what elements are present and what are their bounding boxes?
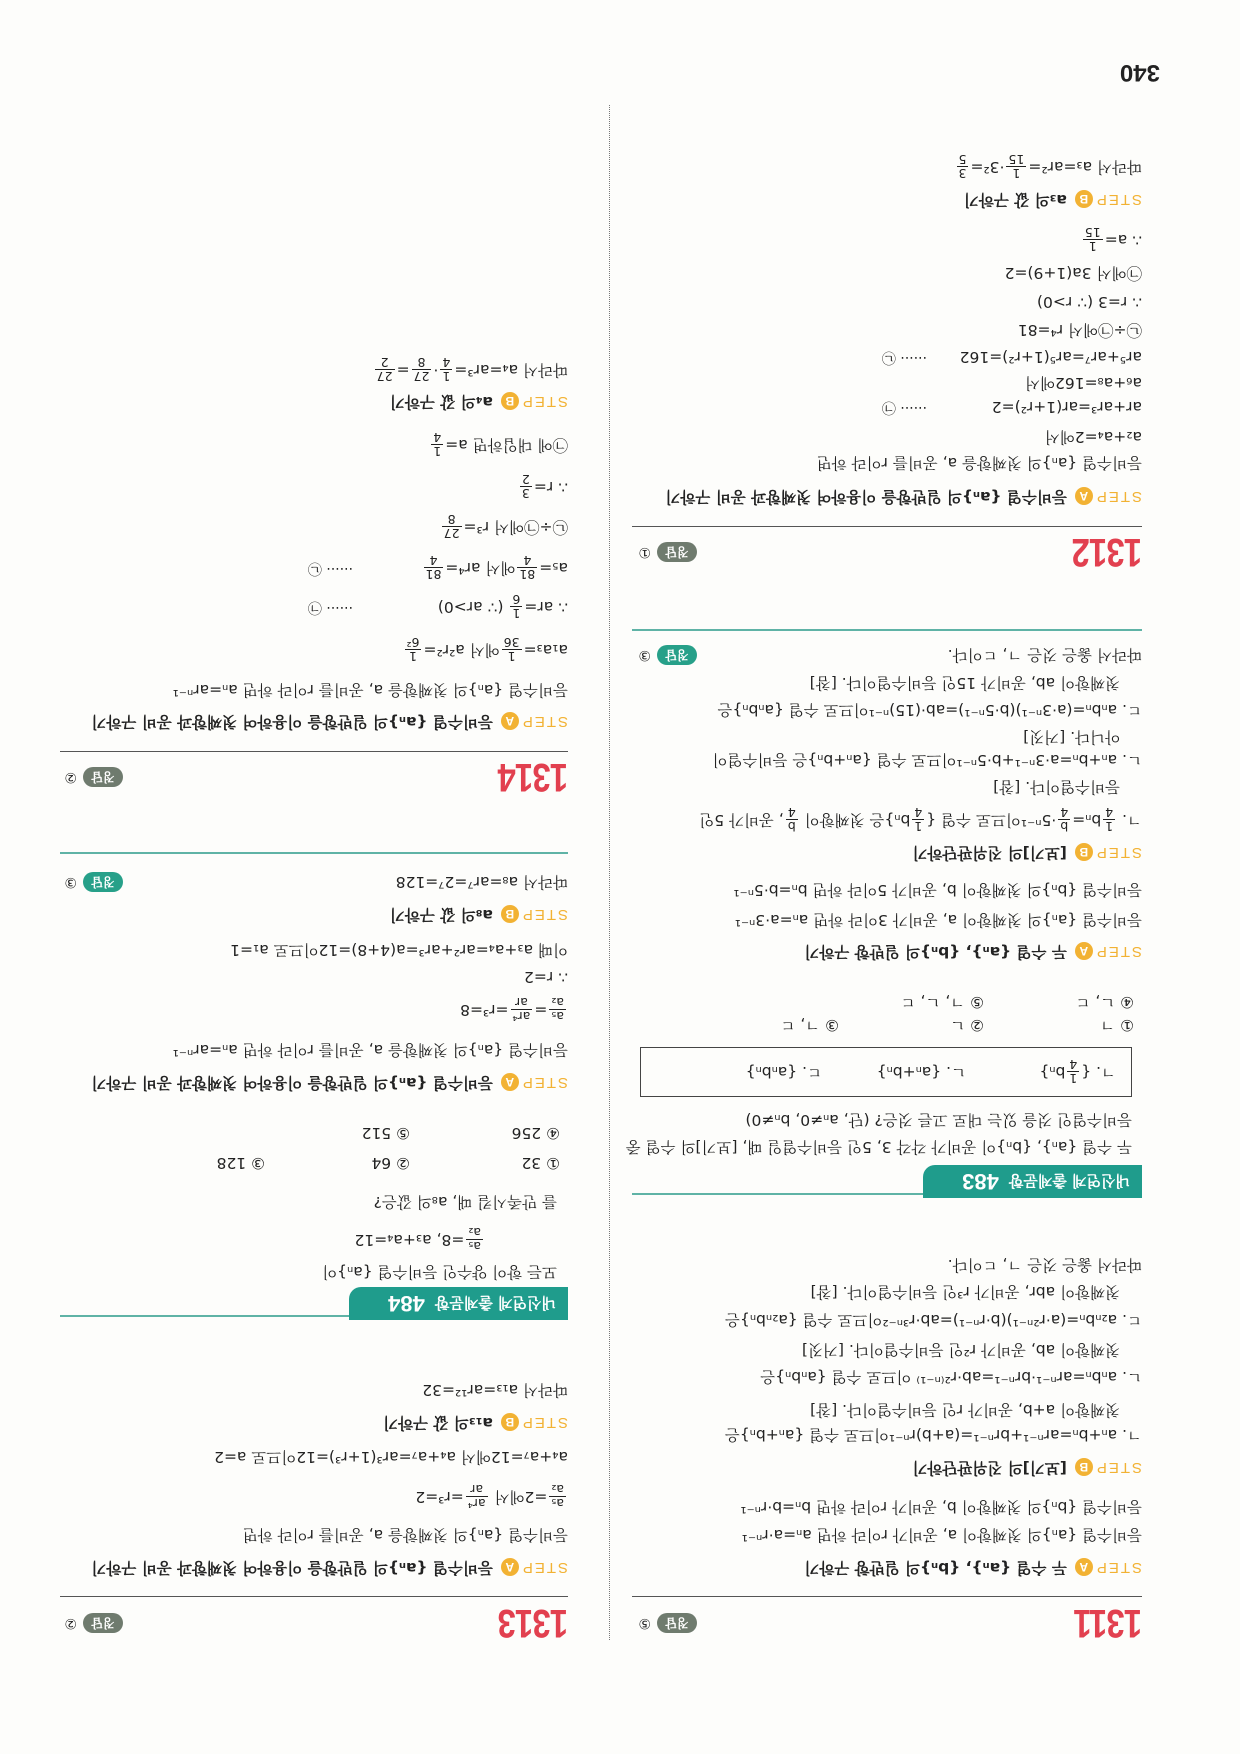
solution-line bbox=[632, 393, 1142, 421]
fraction bbox=[412, 356, 432, 383]
answer-value: ② bbox=[64, 769, 77, 785]
text: 따라서 a₈=ar⁷=2⁷=128 bbox=[395, 873, 568, 891]
answer-value: ⑤ bbox=[638, 1615, 651, 1631]
text: ㄱ. { bbox=[1081, 1063, 1116, 1081]
step-label: STEP bbox=[520, 713, 568, 730]
denominator: 5 bbox=[958, 152, 967, 167]
fraction bbox=[517, 554, 537, 581]
problem-number: 1314 bbox=[498, 755, 568, 799]
denominator: 2 bbox=[521, 472, 530, 487]
numerator: ar⁴ bbox=[467, 1496, 486, 1511]
equation-tag: ······ ㉠ bbox=[307, 599, 353, 615]
denominator: 4 bbox=[433, 430, 442, 445]
step-label: STEP bbox=[520, 1414, 568, 1431]
banner-line bbox=[632, 1193, 923, 1195]
text: ㄴ. aₙ+bₙ=a·3ⁿ⁻¹+b·5ⁿ⁻¹이므로 수열 {aₙ+bₙ}은 등비수열이 bbox=[712, 751, 1142, 769]
text: =8, a₃+a₄=12 bbox=[354, 1231, 465, 1249]
text: 이때 a₃+a₄=ar²+ar³=a(4+8)=12이므로 a₁=1 bbox=[230, 941, 568, 959]
question-line bbox=[745, 1106, 1132, 1134]
answer-badge bbox=[638, 542, 697, 562]
banner-number: 483 bbox=[962, 1169, 999, 1195]
solution-line bbox=[699, 806, 1142, 834]
denominator: 4 bbox=[1060, 805, 1069, 820]
page-number: 340 bbox=[1119, 59, 1160, 86]
numerator: 1 bbox=[1105, 819, 1114, 834]
answer-label: 정답 bbox=[83, 872, 123, 892]
step-letter: B bbox=[1075, 844, 1093, 862]
solution-line bbox=[1081, 226, 1142, 254]
step-letter: B bbox=[1075, 191, 1093, 209]
answer-option[interactable]: ③ 128 bbox=[216, 1154, 265, 1172]
text: 에서 ar⁴= bbox=[445, 559, 516, 577]
text: ㉠에 대입하면 a= bbox=[445, 436, 568, 454]
text: 모든 항이 양수인 등비수열 {aₙ}이 bbox=[322, 1263, 557, 1281]
text: a₄+a₇=12에서 a₄+a₇=ar³(1+r³)=12이므로 a=2 bbox=[214, 1448, 568, 1466]
text: 등비수열 {aₙ}의 첫째항이 a, 공비가 3이라 하면 aₙ=a·3ⁿ⁻¹ bbox=[734, 911, 1142, 929]
solution-line bbox=[440, 513, 568, 541]
text: 등비수열 {aₙ}의 첫째항을 a, 공비를 r이라 하면 bbox=[816, 454, 1142, 472]
answer-label: 정답 bbox=[657, 542, 697, 562]
banner-line bbox=[60, 1315, 349, 1317]
numerator: 1 bbox=[442, 369, 451, 384]
fraction bbox=[466, 1226, 483, 1253]
denominator: 36 bbox=[503, 635, 520, 650]
text: =r³=2 bbox=[415, 1488, 464, 1506]
step-heading bbox=[390, 388, 568, 416]
example-item bbox=[877, 1058, 966, 1086]
numerator: 1 bbox=[502, 649, 522, 663]
step-heading bbox=[804, 938, 1142, 966]
numerator: 1 bbox=[512, 606, 521, 621]
numerator: 1 bbox=[1006, 166, 1026, 180]
step-label: STEP bbox=[1094, 488, 1142, 505]
numerator: 3 bbox=[521, 486, 530, 501]
step-label: STEP bbox=[520, 906, 568, 923]
denominator: 8 bbox=[447, 512, 456, 527]
answer-badge bbox=[64, 872, 123, 892]
equation-tag: ······ ㉡ bbox=[307, 560, 353, 576]
text: =r³=8 bbox=[460, 1001, 509, 1019]
answer-badge bbox=[638, 645, 697, 665]
column-divider bbox=[609, 105, 610, 1640]
text: ∴ a= bbox=[1104, 231, 1142, 249]
solution-line bbox=[733, 876, 1142, 904]
text: ar⁵+ar⁷=ar⁵(1+r²)=162 bbox=[959, 348, 1142, 366]
solution-line bbox=[810, 669, 1120, 697]
solution-line bbox=[173, 676, 568, 704]
denominator: 4 bbox=[1105, 805, 1114, 820]
text: ㄷ. {aₙbₙ} bbox=[745, 1063, 822, 1081]
text: , 공비가 5인 bbox=[699, 811, 784, 829]
step-letter: A bbox=[1075, 943, 1093, 961]
answer-label: 정답 bbox=[83, 1613, 123, 1633]
step-letter: B bbox=[1075, 1459, 1093, 1477]
numerator: 81 bbox=[519, 567, 536, 582]
denominator: a₂ bbox=[551, 995, 564, 1010]
text: ㄷ. aₙbₙ=(a·3ⁿ⁻¹)(b·5ⁿ⁻¹)=ab·(15)ⁿ⁻¹이므로 수열 {aₙbₙ}은 bbox=[717, 701, 1142, 719]
denominator: 6 bbox=[512, 592, 521, 607]
numerator: 27 bbox=[376, 369, 393, 384]
right-column bbox=[60, 0, 568, 1754]
text: a₁a₃= bbox=[523, 641, 568, 659]
solution-line bbox=[1005, 259, 1142, 287]
solution-line bbox=[373, 356, 568, 384]
banner-label: 내신연계 출제문항 bbox=[434, 1294, 556, 1312]
fraction bbox=[511, 996, 533, 1023]
denominator: a₂ bbox=[551, 1482, 564, 1497]
solution-line bbox=[817, 449, 1142, 477]
solution-line bbox=[1018, 316, 1142, 344]
text: 등비수열 {bₙ}의 첫째항이 b, 공비가 5이라 하면 bₙ=b·5ⁿ⁻¹ bbox=[733, 881, 1142, 899]
step-letter: A bbox=[501, 1074, 519, 1092]
solution-line bbox=[735, 906, 1142, 934]
fraction bbox=[466, 1483, 488, 1510]
denominator: 15 bbox=[1008, 152, 1025, 167]
question-line bbox=[355, 1226, 486, 1254]
numerator: 1 bbox=[1069, 1071, 1078, 1086]
solution-line bbox=[1023, 723, 1120, 751]
fraction bbox=[1103, 806, 1115, 833]
step-label: STEP bbox=[520, 1074, 568, 1091]
solution-line bbox=[993, 773, 1120, 801]
solution-line bbox=[740, 1493, 1142, 1521]
numerator: 1 bbox=[1083, 239, 1103, 253]
solution-line bbox=[811, 1278, 1120, 1306]
fraction bbox=[424, 554, 444, 581]
text: =2에서 bbox=[489, 1488, 548, 1506]
step-heading bbox=[912, 1454, 1142, 1482]
solution-line bbox=[1037, 288, 1142, 316]
text: a₆+a₈=162에서 bbox=[1025, 374, 1142, 392]
text: ㄱ. aₙ+bₙ=arⁿ⁻¹+brⁿ⁻¹=(a+b)rⁿ⁻¹이므로 수열 {aₙ+bₙ}은 bbox=[724, 1426, 1142, 1444]
text: ㄷ. a₂ₙbₙ=(a·r²ⁿ⁻¹)(b·rⁿ⁻¹)=ab·r³ⁿ⁻²이므로 수열 {a₂ₙbₙ}은 bbox=[725, 1311, 1142, 1329]
step-label: STEP bbox=[1094, 191, 1142, 208]
text: 첫째항이 abr, 공비가 r³인 등비수열이다. [참] bbox=[810, 1283, 1120, 1301]
numerator: 1 bbox=[914, 819, 923, 834]
answer-value: ① bbox=[638, 544, 651, 560]
step-letter: B bbox=[501, 393, 519, 411]
numerator: 1 bbox=[405, 649, 422, 663]
text: 등비수열 {aₙ}의 첫째항을 a, 공비를 r이라 하면 aₙ=arⁿ⁻¹ bbox=[172, 1041, 568, 1059]
text: ∴ r=3 (∵ r>0) bbox=[1036, 293, 1142, 311]
fraction bbox=[1083, 226, 1103, 253]
example-item bbox=[1039, 1058, 1116, 1086]
numerator: a₅ bbox=[551, 1496, 564, 1511]
fraction bbox=[502, 636, 522, 663]
answer-badge bbox=[64, 1613, 123, 1633]
question-line bbox=[626, 1133, 1132, 1161]
fraction bbox=[1058, 806, 1070, 833]
step-label: STEP bbox=[520, 393, 568, 410]
step-heading bbox=[804, 1554, 1142, 1582]
numerator: a₅ bbox=[551, 1009, 564, 1024]
text: (∵ ar>0) bbox=[437, 598, 509, 616]
solution-line bbox=[460, 996, 568, 1024]
denominator: 4 bbox=[1069, 1057, 1078, 1072]
text: a₂+a₄=2에서 bbox=[1044, 428, 1142, 446]
answer-label: 정답 bbox=[657, 645, 697, 665]
fraction bbox=[510, 593, 522, 620]
fraction bbox=[957, 153, 969, 180]
fraction bbox=[549, 996, 566, 1023]
step-title: 두 수열 {aₙ}, {bₙ}의 일반항 구하기 bbox=[804, 1559, 1067, 1577]
solution-line bbox=[422, 1376, 568, 1404]
text: ㉡÷㉠에서 r³= bbox=[463, 518, 568, 536]
step-title: a₁₃의 값 구하기 bbox=[383, 1414, 493, 1432]
numerator: 27 bbox=[443, 526, 460, 541]
answer-option[interactable]: ⑤ 512 bbox=[361, 1124, 410, 1142]
answer-option[interactable]: ④ ㄴ, ㄷ bbox=[1075, 993, 1134, 1011]
step-title: 등비수열 {aₙ}의 일반항을 이용하여 첫째항과 공비 구하기 bbox=[91, 713, 493, 731]
numerator: 3 bbox=[958, 166, 967, 181]
step-heading bbox=[964, 186, 1142, 214]
step-heading bbox=[91, 1554, 568, 1582]
denominator: ar bbox=[470, 1482, 484, 1497]
fraction bbox=[442, 513, 462, 540]
text: a₅= bbox=[539, 559, 568, 577]
denominator: 4 bbox=[787, 805, 796, 820]
text: ㄴ. {aₙ+bₙ} bbox=[876, 1063, 966, 1081]
question-line bbox=[322, 1258, 557, 1286]
step-heading bbox=[91, 708, 568, 736]
solution-line bbox=[60, 554, 568, 582]
text: 따라서 옳은 것은 ㄱ, ㄷ이다. bbox=[947, 1256, 1142, 1274]
solution-line bbox=[518, 473, 568, 501]
numerator: 81 bbox=[425, 567, 442, 582]
text: 첫째항이 ab, 공비가 r²인 등비수열이다. [거짓] bbox=[801, 1341, 1120, 1359]
text: · bbox=[433, 361, 439, 379]
denominator: 8 bbox=[417, 355, 426, 370]
header-rule bbox=[60, 751, 568, 752]
step-title: a₈의 값 구하기 bbox=[389, 906, 493, 924]
answer-option[interactable]: ③ ㄱ, ㄷ bbox=[780, 1016, 839, 1034]
left-column bbox=[625, 0, 1142, 1754]
text: 등비수열 {aₙ}의 첫째항을 a, 공비를 r이라 하면 bbox=[242, 1526, 568, 1544]
banner-label: 내신연계 출제문항 bbox=[1008, 1172, 1130, 1190]
answer-option[interactable]: ④ 256 bbox=[511, 1124, 560, 1142]
denominator: 2 bbox=[380, 355, 389, 370]
text: ㉡÷㉠에서 r⁴=81 bbox=[1017, 321, 1142, 339]
solution-line bbox=[760, 1363, 1142, 1391]
solution-line bbox=[810, 1396, 1120, 1424]
numerator: b bbox=[786, 819, 798, 833]
text: bₙ}은 첫째항이 bbox=[799, 811, 911, 829]
answer-value: ③ bbox=[638, 647, 651, 663]
text: 등비수열인 것을 있는 대로 고른 것은? (단, aₙ≠0, bₙ≠0) bbox=[745, 1111, 1132, 1129]
step-letter: A bbox=[1075, 488, 1093, 506]
text: ㄴ. aₙbₙ=arⁿ⁻¹·brⁿ⁻¹=ab·r²⁽ⁿ⁻¹⁾ 이므로 수열 {aₙbₙ}은 bbox=[760, 1368, 1142, 1386]
text: 등비수열 {aₙ}의 첫째항을 a, 공비를 r이라 하면 aₙ=arⁿ⁻¹ bbox=[172, 681, 568, 699]
step-letter: B bbox=[501, 1414, 519, 1432]
step-title: [보기]의 진위판단하기 bbox=[912, 1459, 1067, 1477]
text: 에서 a²r²= bbox=[423, 641, 500, 659]
solution-line bbox=[60, 593, 568, 621]
fraction bbox=[1006, 153, 1026, 180]
section-divider bbox=[632, 629, 1142, 631]
solution-line bbox=[403, 636, 568, 664]
problem-number: 1311 bbox=[1074, 1601, 1142, 1645]
section-divider bbox=[60, 852, 568, 854]
text: 를 만족시킬 때, a₈의 값은? bbox=[373, 1193, 557, 1211]
text: 따라서 옳은 것은 ㄱ, ㄷ이다. bbox=[947, 646, 1142, 664]
step-title: [보기]의 진위판단하기 bbox=[912, 844, 1067, 862]
solution-line bbox=[415, 1483, 568, 1511]
step-letter: A bbox=[501, 713, 519, 731]
denominator: 4 bbox=[429, 553, 438, 568]
solution-line bbox=[725, 1306, 1142, 1334]
fraction bbox=[431, 431, 443, 458]
solution-line bbox=[173, 1036, 568, 1064]
solution-line bbox=[948, 641, 1142, 669]
banner-number: 484 bbox=[388, 1291, 425, 1317]
text: ㉠에서 3a(1+9)=2 bbox=[1004, 264, 1142, 282]
solution-line bbox=[524, 963, 568, 991]
denominator: a₂ bbox=[468, 1225, 481, 1240]
problem-banner bbox=[349, 1287, 568, 1320]
step-heading bbox=[912, 839, 1142, 867]
solution-line bbox=[725, 1421, 1142, 1449]
text: 따라서 a₁₃=ar¹²=32 bbox=[422, 1381, 568, 1399]
step-heading bbox=[91, 1069, 568, 1097]
fraction bbox=[1067, 1058, 1079, 1085]
step-heading bbox=[383, 1409, 568, 1437]
step-label: STEP bbox=[1094, 943, 1142, 960]
fraction bbox=[520, 473, 532, 500]
problem-number: 1312 bbox=[1072, 530, 1142, 574]
step-title: 등비수열 {aₙ}의 일반항을 이용하여 첫째항과 공비 구하기 bbox=[665, 488, 1067, 506]
solution-line bbox=[230, 936, 568, 964]
text: ·3²= bbox=[970, 158, 1005, 176]
step-title: a₃의 값 구하기 bbox=[963, 191, 1067, 209]
equation-tag: ······ ㉠ bbox=[881, 399, 927, 415]
answer-option[interactable]: ② 64 bbox=[371, 1154, 410, 1172]
solution-line bbox=[243, 1521, 568, 1549]
text: bₙ= bbox=[1072, 811, 1102, 829]
step-letter: A bbox=[501, 1559, 519, 1577]
step-label: STEP bbox=[1094, 844, 1142, 861]
step-title: a₄의 값 구하기 bbox=[389, 393, 493, 411]
text: 첫째항이 ab, 공비가 15인 등비수열이다. [참] bbox=[809, 674, 1120, 692]
text: 따라서 a₄=ar³= bbox=[454, 361, 568, 379]
text: = bbox=[534, 1001, 548, 1019]
header-rule bbox=[60, 1596, 568, 1597]
text: 두 수열 {aₙ}, {bₙ}이 공비가 각각 3, 5인 등비수열일 때, [보기]의 수열 중 bbox=[625, 1138, 1132, 1156]
header-rule bbox=[632, 526, 1142, 527]
answer-label: 정답 bbox=[657, 1613, 697, 1633]
denominator: ar bbox=[515, 995, 528, 1010]
solution-line bbox=[955, 153, 1142, 181]
denominator: 4 bbox=[442, 355, 451, 370]
fraction bbox=[405, 636, 422, 663]
denominator: 4 bbox=[523, 553, 532, 568]
answer-option[interactable]: ① 32 bbox=[521, 1154, 560, 1172]
step-heading bbox=[390, 901, 568, 929]
answer-value: ② bbox=[64, 1615, 77, 1631]
text: 등비수열 {bₙ}의 첫째항이 b, 공비가 r이라 하면 bₙ=b·rⁿ⁻¹ bbox=[740, 1498, 1142, 1516]
problem-number: 1313 bbox=[498, 1601, 568, 1645]
text: = bbox=[396, 361, 410, 379]
example-item bbox=[746, 1058, 822, 1086]
numerator: ar⁴ bbox=[512, 1009, 531, 1024]
solution-line bbox=[742, 1521, 1142, 1549]
text: bₙ} bbox=[1039, 1063, 1066, 1081]
solution-line bbox=[718, 696, 1143, 724]
example-box bbox=[640, 1047, 1132, 1097]
text: 등비수열 {aₙ}의 첫째항이 a, 공비가 r이라 하면 aₙ=a·rⁿ⁻¹ bbox=[741, 1526, 1142, 1544]
solution-line bbox=[1025, 369, 1142, 397]
text: ·5ⁿ⁻¹이므로 수열 { bbox=[926, 811, 1057, 829]
denominator: 4 bbox=[914, 805, 923, 820]
step-letter: A bbox=[1075, 1559, 1093, 1577]
step-title: 등비수열 {aₙ}의 일반항을 이용하여 첫째항과 공비 구하기 bbox=[91, 1074, 493, 1092]
text: ㄱ. bbox=[1117, 811, 1142, 829]
step-title: 두 수열 {aₙ}, {bₙ}의 일반항 구하기 bbox=[804, 943, 1067, 961]
answer-option[interactable]: ⑤ ㄱ, ㄴ, ㄷ bbox=[900, 993, 984, 1011]
text: 아니다. [거짓] bbox=[1023, 728, 1120, 746]
problem-banner bbox=[923, 1165, 1142, 1198]
numerator: 1 bbox=[433, 444, 442, 459]
text: 따라서 a₃=ar²= bbox=[1028, 158, 1142, 176]
solution-line bbox=[802, 1336, 1120, 1364]
numerator: b bbox=[1058, 819, 1070, 833]
text: ∴ ar= bbox=[524, 598, 568, 616]
step-label: STEP bbox=[1094, 1459, 1142, 1476]
solution-line bbox=[1045, 423, 1142, 451]
solution-line bbox=[396, 868, 568, 896]
answer-option[interactable]: ① ㄱ bbox=[1100, 1016, 1134, 1034]
numerator: a₅ bbox=[468, 1239, 481, 1254]
solution-line bbox=[214, 1443, 568, 1471]
denominator: 15 bbox=[1084, 225, 1101, 240]
step-title: 등비수열 {aₙ}의 일반항을 이용하여 첫째항과 공비 구하기 bbox=[91, 1559, 493, 1577]
step-label: STEP bbox=[1094, 1559, 1142, 1576]
fraction bbox=[375, 356, 395, 383]
fraction bbox=[912, 806, 924, 833]
text: ∴ r= bbox=[533, 478, 568, 496]
header-rule bbox=[632, 1596, 1142, 1597]
step-letter: B bbox=[501, 906, 519, 924]
step-heading bbox=[665, 483, 1142, 511]
solution-line bbox=[429, 431, 568, 459]
equation-tag: ······ ㉡ bbox=[881, 349, 927, 365]
step-label: STEP bbox=[520, 1559, 568, 1576]
denominator: 6² bbox=[406, 635, 420, 650]
answer-badge bbox=[638, 1613, 697, 1633]
text: 첫째항이 a+b, 공비가 r인 등비수열이다. [참] bbox=[810, 1401, 1120, 1419]
solution-line bbox=[948, 1251, 1142, 1279]
fraction bbox=[440, 356, 452, 383]
text: ∴ r=2 bbox=[523, 968, 568, 986]
text: 등비수열이다. [참] bbox=[993, 778, 1120, 796]
answer-value: ③ bbox=[64, 874, 77, 890]
question-line bbox=[374, 1188, 557, 1216]
answer-label: 정답 bbox=[83, 767, 123, 787]
numerator: 27 bbox=[413, 369, 430, 384]
answer-option[interactable]: ② ㄴ bbox=[950, 1016, 984, 1034]
answer-badge bbox=[64, 767, 123, 787]
solution-line bbox=[632, 343, 1142, 371]
text: ar+ar³=ar(1+r²)=2 bbox=[991, 398, 1142, 416]
fraction bbox=[549, 1483, 566, 1510]
fraction bbox=[786, 806, 798, 833]
